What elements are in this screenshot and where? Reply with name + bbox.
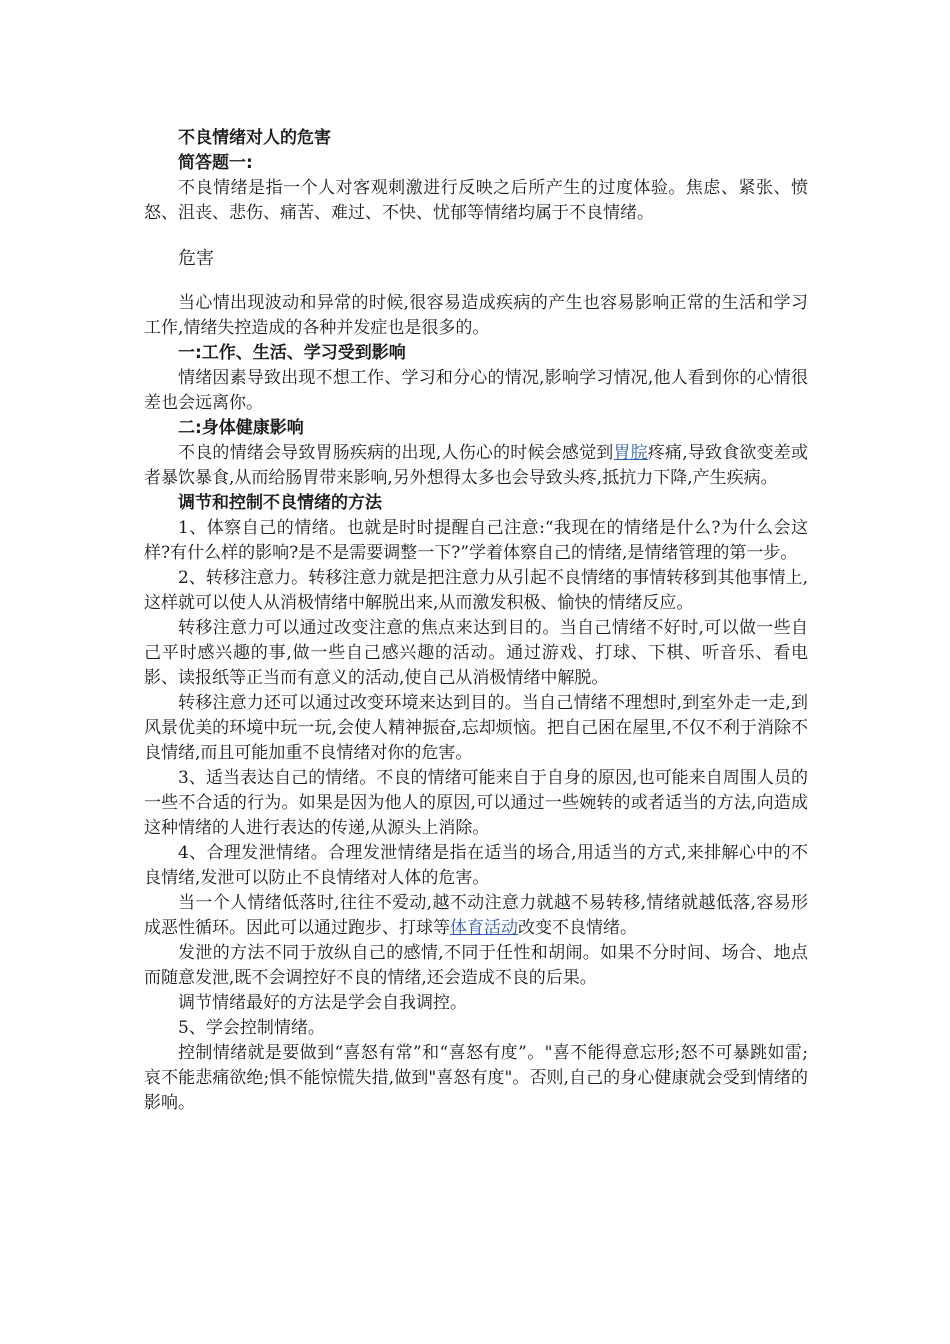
method-4a-paragraph [144, 891, 808, 941]
method-4a-text-after: 改变不良情绪。 [518, 918, 637, 938]
subtitle: 简答题一: [178, 153, 253, 173]
method-1-paragraph: 1、体察自己的情绪。也就是时时提醒自己注意:“我现在的情绪是什么?为什么会这样?有什么样的影响?是不是需要调整一下?”学着体察自己的情绪,是情绪管理的第一步。 [144, 518, 808, 563]
document-title: 不良情绪对人的危害 [178, 128, 331, 148]
methods-heading: 调节和控制不良情绪的方法 [178, 493, 382, 513]
intro-paragraph: 不良情绪是指一个人对客观刺激进行反映之后所产生的过度体验。焦虑、紧张、愤怒、沮丧、悲伤、痛苦、难过、不快、忧郁等情绪均属于不良情绪。 [144, 178, 808, 223]
method-2-paragraph: 2、转移注意力。转移注意力就是把注意力从引起不良情绪的事情转移到其他事情上,这样就可以使人从消极情绪中解脱出来,从而激发积极、愉快的情绪反应。 [144, 568, 808, 613]
harm2-paragraph [144, 441, 808, 491]
document-body [144, 126, 808, 1116]
method-4a-text-before: 当一个人情绪低落时,往往不爱动,越不动注意力就越不易转移,情绪就越低落,容易形成恶性循环。因此可以通过跑步、打球等 [144, 893, 808, 938]
method-3-paragraph: 3、适当表达自己的情绪。不良的情绪可能来自于自身的原因,也可能来自周围人员的一些不合适的行为。如果是因为他人的原因,可以通过一些婉转的或者适当的方法,向造成这种情绪的人进行表达的传递,从源头上消除。 [144, 768, 808, 838]
section-heading-harm: 危害 [178, 248, 214, 269]
harm2-heading: 二:身体健康影响 [178, 418, 304, 438]
sports-activity-link[interactable]: 体育活动 [450, 918, 518, 938]
method-5-paragraph: 5、学会控制情绪。 [178, 1018, 325, 1038]
harm-paragraph: 当心情出现波动和异常的时候,很容易造成疾病的产生也容易影响正常的生活和学习工作,情绪失控造成的各种并发症也是很多的。 [144, 293, 808, 338]
method-2b-paragraph: 转移注意力还可以通过改变环境来达到目的。当自己情绪不理想时,到室外走一走,到风景优美的环境中玩一玩,会使人精神振奋,忘却烦恼。把自己困在屋里,不仅不利于消除不良情绪,而且可能加重不良情绪对你的危害。 [144, 693, 808, 763]
stomach-link[interactable]: 胃脘 [613, 443, 648, 463]
method-4b-paragraph: 发泄的方法不同于放纵自己的感情,不同于任性和胡闹。如果不分时间、场合、地点而随意发泄,既不会调控好不良的情绪,还会造成不良的后果。 [144, 943, 808, 988]
method-4c-paragraph: 调节情绪最好的方法是学会自我调控。 [178, 993, 467, 1013]
harm1-heading: 一:工作、生活、学习受到影响 [178, 343, 406, 363]
method-4-paragraph: 4、合理发泄情绪。合理发泄情绪是指在适当的场合,用适当的方式,来排解心中的不良情绪,发泄可以防止不良情绪对人体的危害。 [144, 843, 808, 888]
harm2-text-after: 疼痛,导致食欲变差或者暴饮暴食,从而给肠胃带来影响,另外想得太多也会导致头疼,抵抗力下降,产生疾病。 [144, 443, 808, 488]
method-5a-paragraph: 控制情绪就是要做到“喜怒有常”和“喜怒有度”。"喜不能得意忘形;怒不可暴跳如雷;哀不能悲痛欲绝;惧不能惊慌失措,做到"喜怒有度"。否则,自己的身心健康就会受到情绪的影响。 [144, 1043, 808, 1113]
harm1-paragraph: 情绪因素导致出现不想工作、学习和分心的情况,影响学习情况,他人看到你的心情很差也会远离你。 [144, 368, 808, 413]
method-2a-paragraph: 转移注意力可以通过改变注意的焦点来达到目的。当自己情绪不好时,可以做一些自己平时感兴趣的事,做一些自己感兴趣的活动。通过游戏、打球、下棋、听音乐、看电影、读报纸等正当而有意义的活动,使自己从消极情绪中解脱。 [144, 618, 808, 688]
harm2-text-before: 不良的情绪会导致胃肠疾病的出现,人伤心的时候会感觉到 [178, 443, 614, 463]
